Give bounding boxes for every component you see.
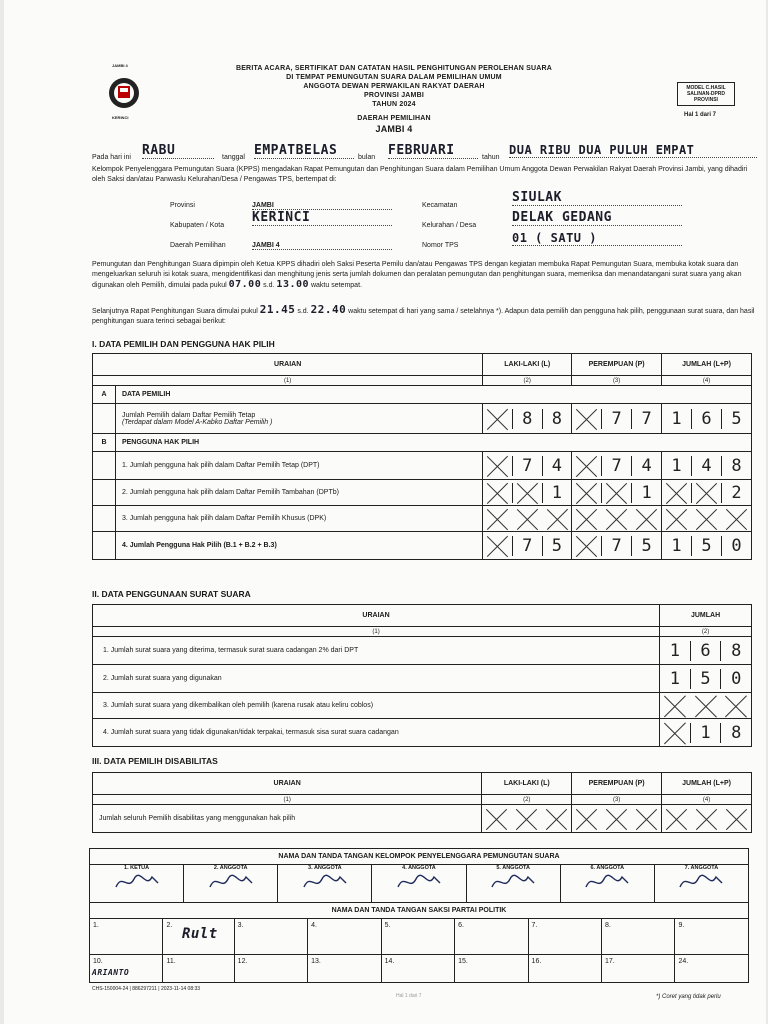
saksi-signature-cell: 24.: [675, 955, 749, 983]
digit-box: 1: [671, 535, 682, 556]
crossed-box: [572, 536, 601, 556]
a1-lp-cell: [662, 404, 752, 434]
voter-data-table: [92, 353, 752, 560]
kpps-signature-cell: [560, 865, 654, 903]
s3-p-cell: [572, 805, 662, 833]
s1-b1-label: 1. Jumlah pengguna hak pilih dalam Daftar Pemilih Tetap (DPT): [115, 452, 482, 480]
handwritten-signature: [278, 871, 371, 895]
saksi-signature-cell: 15.: [455, 955, 528, 983]
tanggal-value: EMPATBELAS: [254, 143, 354, 159]
crossed-box: [483, 456, 512, 476]
b3-p-cell: [572, 506, 662, 532]
b1-l-cell: [483, 452, 572, 480]
digit-box: 1: [631, 483, 661, 503]
kpps-signature-cell: [654, 865, 748, 903]
tahun-label: tahun: [482, 154, 500, 161]
hari-label: Pada hari ini: [92, 154, 131, 161]
saksi-signature-cell: 14.: [381, 955, 454, 983]
s1-col-uraian: URAIAN: [93, 354, 483, 376]
a1-l-cell: [483, 404, 572, 434]
saksi-signature-cell: 12.: [234, 955, 307, 983]
digit-boxes: [572, 456, 661, 476]
s2-r2-label: 2. Jumlah surat suara yang digunakan: [93, 665, 660, 693]
digit-boxes: [572, 409, 661, 429]
kpu-logo: [104, 66, 148, 118]
footer-page: Hal 1 dari 7: [396, 993, 422, 999]
saksi-signature-cell: 1.: [90, 919, 163, 955]
kpps-role-label: 6. ANGGOTA: [590, 865, 625, 871]
crossed-box: [660, 723, 690, 743]
provinsi-value: JAMBI: [252, 202, 392, 210]
handwritten-signature: [655, 871, 748, 895]
daerah-label: Daerah Pemilihan: [170, 242, 226, 249]
s1-b-title: PENGGUNA HAK PILIH: [115, 434, 751, 452]
s1-num-1: (1): [93, 376, 483, 386]
b4-l-cell: [483, 532, 572, 560]
disability-table: [92, 772, 752, 833]
model-box: [677, 82, 735, 106]
digit-boxes: [662, 536, 751, 556]
saksi-signature-cell: 2.: [163, 919, 234, 955]
waktu-text: waktu setempat.: [310, 282, 362, 289]
intro-paragraph: Kelompok Penyelenggara Pemungutan Suara (KPPS) mengadakan Rapat Pemungutan dan Penghitungan Suara dalam Pemilihan Umum Anggota Dewan Perwakilan Rakyat Daerah Provinsi Jambi, yang dihadiri oleh Saksi dan/atau Panwaslu Kelurahan/Desa / Pengawas TPS, bertempat di:: [92, 166, 748, 183]
digit-box: 4: [631, 456, 661, 476]
digit-boxes: [660, 669, 751, 689]
s3-col-l: LAKI-LAKI (L): [482, 773, 572, 795]
kecamatan-label: Kecamatan: [422, 202, 458, 209]
s2-r4-cell: [660, 719, 752, 747]
count-text-start: Selanjutnya Rapat Penghitungan Suara dimulai pukul: [92, 308, 258, 315]
digit-box: 7: [601, 536, 631, 556]
saksi-signature-cell: 7.: [528, 919, 601, 955]
s1-a-code: A: [93, 386, 116, 404]
b2-l-cell: [483, 480, 572, 506]
ballot-usage-table: [92, 604, 752, 747]
kpps-signature-table: [89, 848, 749, 919]
crossed-box: [662, 483, 691, 503]
s3-l-cell: [482, 805, 572, 833]
s3-num-1: (1): [93, 795, 482, 805]
saksi-signature-cell: 17.: [602, 955, 675, 983]
s1-a-row1-label: [115, 404, 482, 434]
crossed-box: [691, 483, 721, 503]
saksi-signature-cell: 11.: [163, 955, 234, 983]
handwritten-signature: [372, 871, 465, 895]
digit-box: 8: [720, 723, 751, 743]
saksi-signature-cell: 6.: [455, 919, 528, 955]
s1-col-lp: JUMLAH (L+P): [662, 354, 752, 376]
bulan-label: bulan: [358, 154, 376, 161]
tps-value: 01 ( SATU ): [512, 231, 682, 246]
digit-box: 0: [720, 669, 751, 689]
kpps-title: NAMA DAN TANDA TANGAN KELOMPOK PENYELENGGARA PEMUNGUTAN SUARA: [90, 849, 749, 865]
s1-b3-spacer: [93, 506, 116, 532]
handwritten-signature: [90, 871, 183, 895]
s2-r4-label: 4. Jumlah surat suara yang tidak digunakan/tidak terpakai, termasuk sisa surat suara cadangan: [93, 719, 660, 747]
title-line-4: PROVINSI JAMBI: [364, 92, 424, 99]
kabupaten-value: KERINCI: [252, 210, 392, 226]
crossed-box: [483, 409, 512, 429]
digit-boxes: [660, 641, 751, 661]
s3-col-lp: JUMLAH (L+P): [662, 773, 752, 795]
dapil-value: JAMBI 4: [375, 124, 413, 134]
s1-b1-spacer: [93, 452, 116, 480]
kpps-signature-cell: [90, 865, 184, 903]
crossed-box: [572, 456, 601, 476]
s2-col-uraian: URAIAN: [93, 605, 660, 627]
logo-caption-bottom: KERINCI: [112, 115, 129, 120]
saksi-signature-cell: 16.: [528, 955, 601, 983]
title-line-5: TAHUN 2024: [372, 101, 416, 108]
crossed-box: [572, 409, 601, 429]
kpps-role-label: 1. KETUA: [124, 865, 150, 871]
digit-box: 5: [542, 536, 572, 556]
b4-p-cell: [572, 532, 662, 560]
digit-box: 5: [631, 536, 661, 556]
crossed-box: [483, 483, 512, 503]
digit-box: 6: [690, 641, 721, 661]
digit-box: 8: [542, 409, 572, 429]
s3-r1-label: Jumlah seluruh Pemilih disabilitas yang menggunakan hak pilih: [93, 805, 482, 833]
title-line-2: DI TEMPAT PEMUNGUTAN SUARA DALAM PEMILIHAN UMUM: [286, 74, 502, 81]
s1-num-3: (3): [572, 376, 662, 386]
s1-col-l: LAKI-LAKI (L): [483, 354, 572, 376]
saksi-signature-cell: 3.: [234, 919, 307, 955]
footer-code: CHS-150004-24 | 886297211 | 2023-11-14 08:33: [92, 986, 201, 992]
digit-box: 8: [512, 409, 542, 429]
crossed-box: [512, 483, 542, 503]
a1-p-cell: [572, 404, 662, 434]
b1-lp-cell: [662, 452, 752, 480]
s1-b4-spacer: [93, 532, 116, 560]
s1-a-spacer: [93, 404, 116, 434]
document-title: [204, 64, 584, 135]
s1-a-title: DATA PEMILIH: [115, 386, 751, 404]
digit-box: 1: [671, 408, 682, 429]
crossed-box: [601, 483, 631, 503]
section2-title: II. DATA PENGGUNAAN SURAT SUARA: [92, 589, 251, 599]
dapil-label: DAERAH PEMILIHAN: [357, 115, 431, 122]
saksi-10-name: ARIANTO: [92, 968, 130, 977]
digit-box: 7: [601, 409, 631, 429]
digit-boxes: [660, 723, 751, 743]
provinsi-label: Provinsi: [170, 202, 195, 209]
digit-boxes: [662, 483, 751, 503]
kpps-role-label: 7. ANGGOTA: [684, 865, 719, 871]
start-time: 07.00: [228, 279, 262, 290]
hari-value: RABU: [142, 143, 214, 159]
handwritten-signature: [467, 871, 560, 895]
section3-title: III. DATA PEMILIH DISABILITAS: [92, 756, 218, 766]
digit-box: 0: [721, 536, 751, 556]
s1-a-row1-text: Jumlah Pemilih dalam Daftar Pemilih Tetap: [121, 411, 256, 419]
digit-box: 4: [691, 456, 721, 476]
s1-b2-label: 2. Jumlah pengguna hak pilih dalam Daftar Pemilih Tambahan (DPTb): [115, 480, 482, 506]
count-start-time: 21.45: [259, 303, 296, 316]
digit-boxes: [483, 409, 571, 429]
digit-box: 1: [669, 668, 681, 689]
s2-col-jumlah: JUMLAH: [660, 605, 752, 627]
b3-l-cell: [483, 506, 572, 532]
bulan-value: FEBRUARI: [388, 143, 478, 159]
digit-box: 7: [601, 456, 631, 476]
digit-boxes: [483, 483, 571, 503]
digit-box: 7: [631, 409, 661, 429]
digit-box: 7: [512, 536, 542, 556]
s2-r3-label: 3. Jumlah surat suara yang dikembalikan oleh pemilih (karena rusak atau keliru coblos): [93, 693, 660, 719]
count-end-time: 22.40: [310, 303, 347, 316]
b4-lp-cell: [662, 532, 752, 560]
form-page: [4, 0, 766, 1024]
s3-num-2: (2): [482, 795, 572, 805]
s2-r1-label: 1. Jumlah surat suara yang diterima, termasuk surat suara cadangan 2% dari DPT: [93, 637, 660, 665]
s1-b3-label: 3. Jumlah pengguna hak pilih dalam Daftar Pemilih Khusus (DPK): [115, 506, 482, 532]
b2-lp-cell: [662, 480, 752, 506]
s2-num-1: (1): [93, 627, 660, 637]
handwritten-signature: [561, 871, 654, 895]
s1-num-2: (2): [483, 376, 572, 386]
process-text: Pemungutan dan Penghitungan Suara dipimpin oleh Ketua KPPS dihadiri oleh Saksi Peserta Pemilu dan/atau Pengawas TPS dengan kegiatan membuka Rapat Pemungutan Suara, membuka kotak suara dan mengeluarkan seluruh isi kotak suara, mengidentifikasi dan menghitung jenis serta jumlah dokumen dan peralatan pemungutan dan penghitungan suara, memeriksa dan menandatangani surat suara yang akan digunakan oleh Pemilih, dimulai pada pukul: [92, 261, 742, 289]
s1-b2-spacer: [93, 480, 116, 506]
kpps-role-label: 4. ANGGOTA: [402, 865, 436, 871]
digit-box: 7: [512, 456, 542, 476]
digit-box: 5: [691, 536, 721, 556]
s2-r3-cell: [660, 693, 752, 719]
kecamatan-value: SIULAK: [512, 190, 682, 206]
crossed-box: [572, 483, 601, 503]
kpps-signature-cell: [466, 865, 560, 903]
s3-num-3: (3): [572, 795, 662, 805]
title-line-3: ANGGOTA DEWAN PERWAKILAN RAKYAT DAERAH: [303, 83, 485, 90]
digit-boxes: [662, 456, 751, 476]
crossed-box: [483, 536, 512, 556]
s3-num-4: (4): [662, 795, 752, 805]
digit-box: 1: [669, 640, 681, 661]
s1-a-row1-note: (Terdapat dalam Model A-Kabko Daftar Pemilih ): [121, 418, 273, 426]
digit-box: 5: [690, 669, 721, 689]
footer-note: *) Coret yang tidak perlu: [656, 994, 721, 1000]
kpps-signature-cell: [184, 865, 278, 903]
kabupaten-label: Kabupaten / Kota: [170, 222, 225, 229]
digit-boxes: [572, 483, 661, 503]
s2-num-2: (2): [660, 627, 752, 637]
s2-r2-cell: [660, 665, 752, 693]
digit-box: 4: [542, 456, 572, 476]
process-paragraph: [92, 260, 756, 291]
kpps-role-label: 3. ANGGOTA: [308, 865, 342, 871]
daerah-value: JAMBI 4: [252, 242, 392, 250]
s2-r1-cell: [660, 637, 752, 665]
tps-label: Nomor TPS: [422, 242, 459, 249]
saksi-signature-cell: 9.: [675, 919, 749, 955]
end-time: 13.00: [276, 279, 310, 290]
kelurahan-value: DELAK GEDANG: [512, 210, 682, 226]
kpps-signature-cell: [278, 865, 372, 903]
tahun-value: DUA RIBU DUA PULUH EMPAT: [509, 143, 757, 158]
saksi-2-name: Rult: [182, 926, 218, 942]
logo-caption-top: JAMBI 4: [112, 63, 128, 68]
b2-p-cell: [572, 480, 662, 506]
b3-lp-cell: [662, 506, 752, 532]
title-line-1: BERITA ACARA, SERTIFIKAT DAN CATATAN HASIL PENGHITUNGAN PEROLEHAN SUARA: [235, 65, 553, 72]
section1-title: I. DATA PEMILIH DAN PENGGUNA HAK PILIH: [92, 339, 275, 349]
digit-box: 8: [721, 456, 751, 476]
saksi-signature-cell: 4.: [308, 919, 381, 955]
digit-box: 1: [542, 483, 572, 503]
digit-box: 2: [721, 483, 751, 503]
kpps-role-label: 2. ANGGOTA: [213, 865, 248, 871]
s3-col-p: PEREMPUAN (P): [572, 773, 662, 795]
digit-boxes: [572, 536, 661, 556]
digit-boxes: [483, 456, 571, 476]
saksi-signature-cell: 5.: [381, 919, 454, 955]
digit-box: 8: [720, 641, 751, 661]
digit-box: 5: [721, 409, 751, 429]
s1-b-code: B: [93, 434, 116, 452]
handwritten-signature: [184, 871, 277, 895]
s3-col-uraian: URAIAN: [93, 773, 482, 795]
s3-lp-cell: [662, 805, 752, 833]
digit-box: 1: [690, 723, 721, 743]
kpps-signature-cell: [372, 865, 466, 903]
sd-text-2: s.d.: [297, 308, 309, 315]
digit-boxes: [483, 536, 571, 556]
count-text-end: waktu setempat di hari yang sama / setelahnya *). Adapun data pemilih dan pengguna hak pilih, penggunaan surat suara, dan hasil penghitungan suara terinci sebagai berikut:: [92, 308, 755, 325]
saksi-signature-cell: 10.: [90, 955, 163, 983]
sd-text-1: s.d.: [263, 282, 275, 289]
s1-b4-label: 4. Jumlah Pengguna Hak Pilih (B.1 + B.2 + B.3): [115, 532, 482, 560]
tanggal-label: tanggal: [222, 154, 245, 161]
model-box-text: MODEL C.HASIL SALINAN-DPRD PROVINSI: [686, 85, 726, 103]
s1-num-4: (4): [662, 376, 752, 386]
b1-p-cell: [572, 452, 662, 480]
page-indicator: Hal 1 dari 7: [684, 112, 717, 118]
saksi-signature-cell: 13.: [308, 955, 381, 983]
saksi-signature-cell: 8.: [602, 919, 675, 955]
s1-col-p: PEREMPUAN (P): [572, 354, 662, 376]
count-paragraph: [92, 305, 756, 327]
kpps-role-label: 5. ANGGOTA: [496, 865, 530, 871]
digit-box: 1: [671, 455, 682, 476]
saksi-title: NAMA DAN TANDA TANGAN SAKSI PARTAI POLITIK: [90, 903, 749, 919]
digit-box: 6: [691, 409, 721, 429]
digit-boxes: [662, 409, 751, 429]
kelurahan-label: Kelurahan / Desa: [422, 222, 477, 229]
